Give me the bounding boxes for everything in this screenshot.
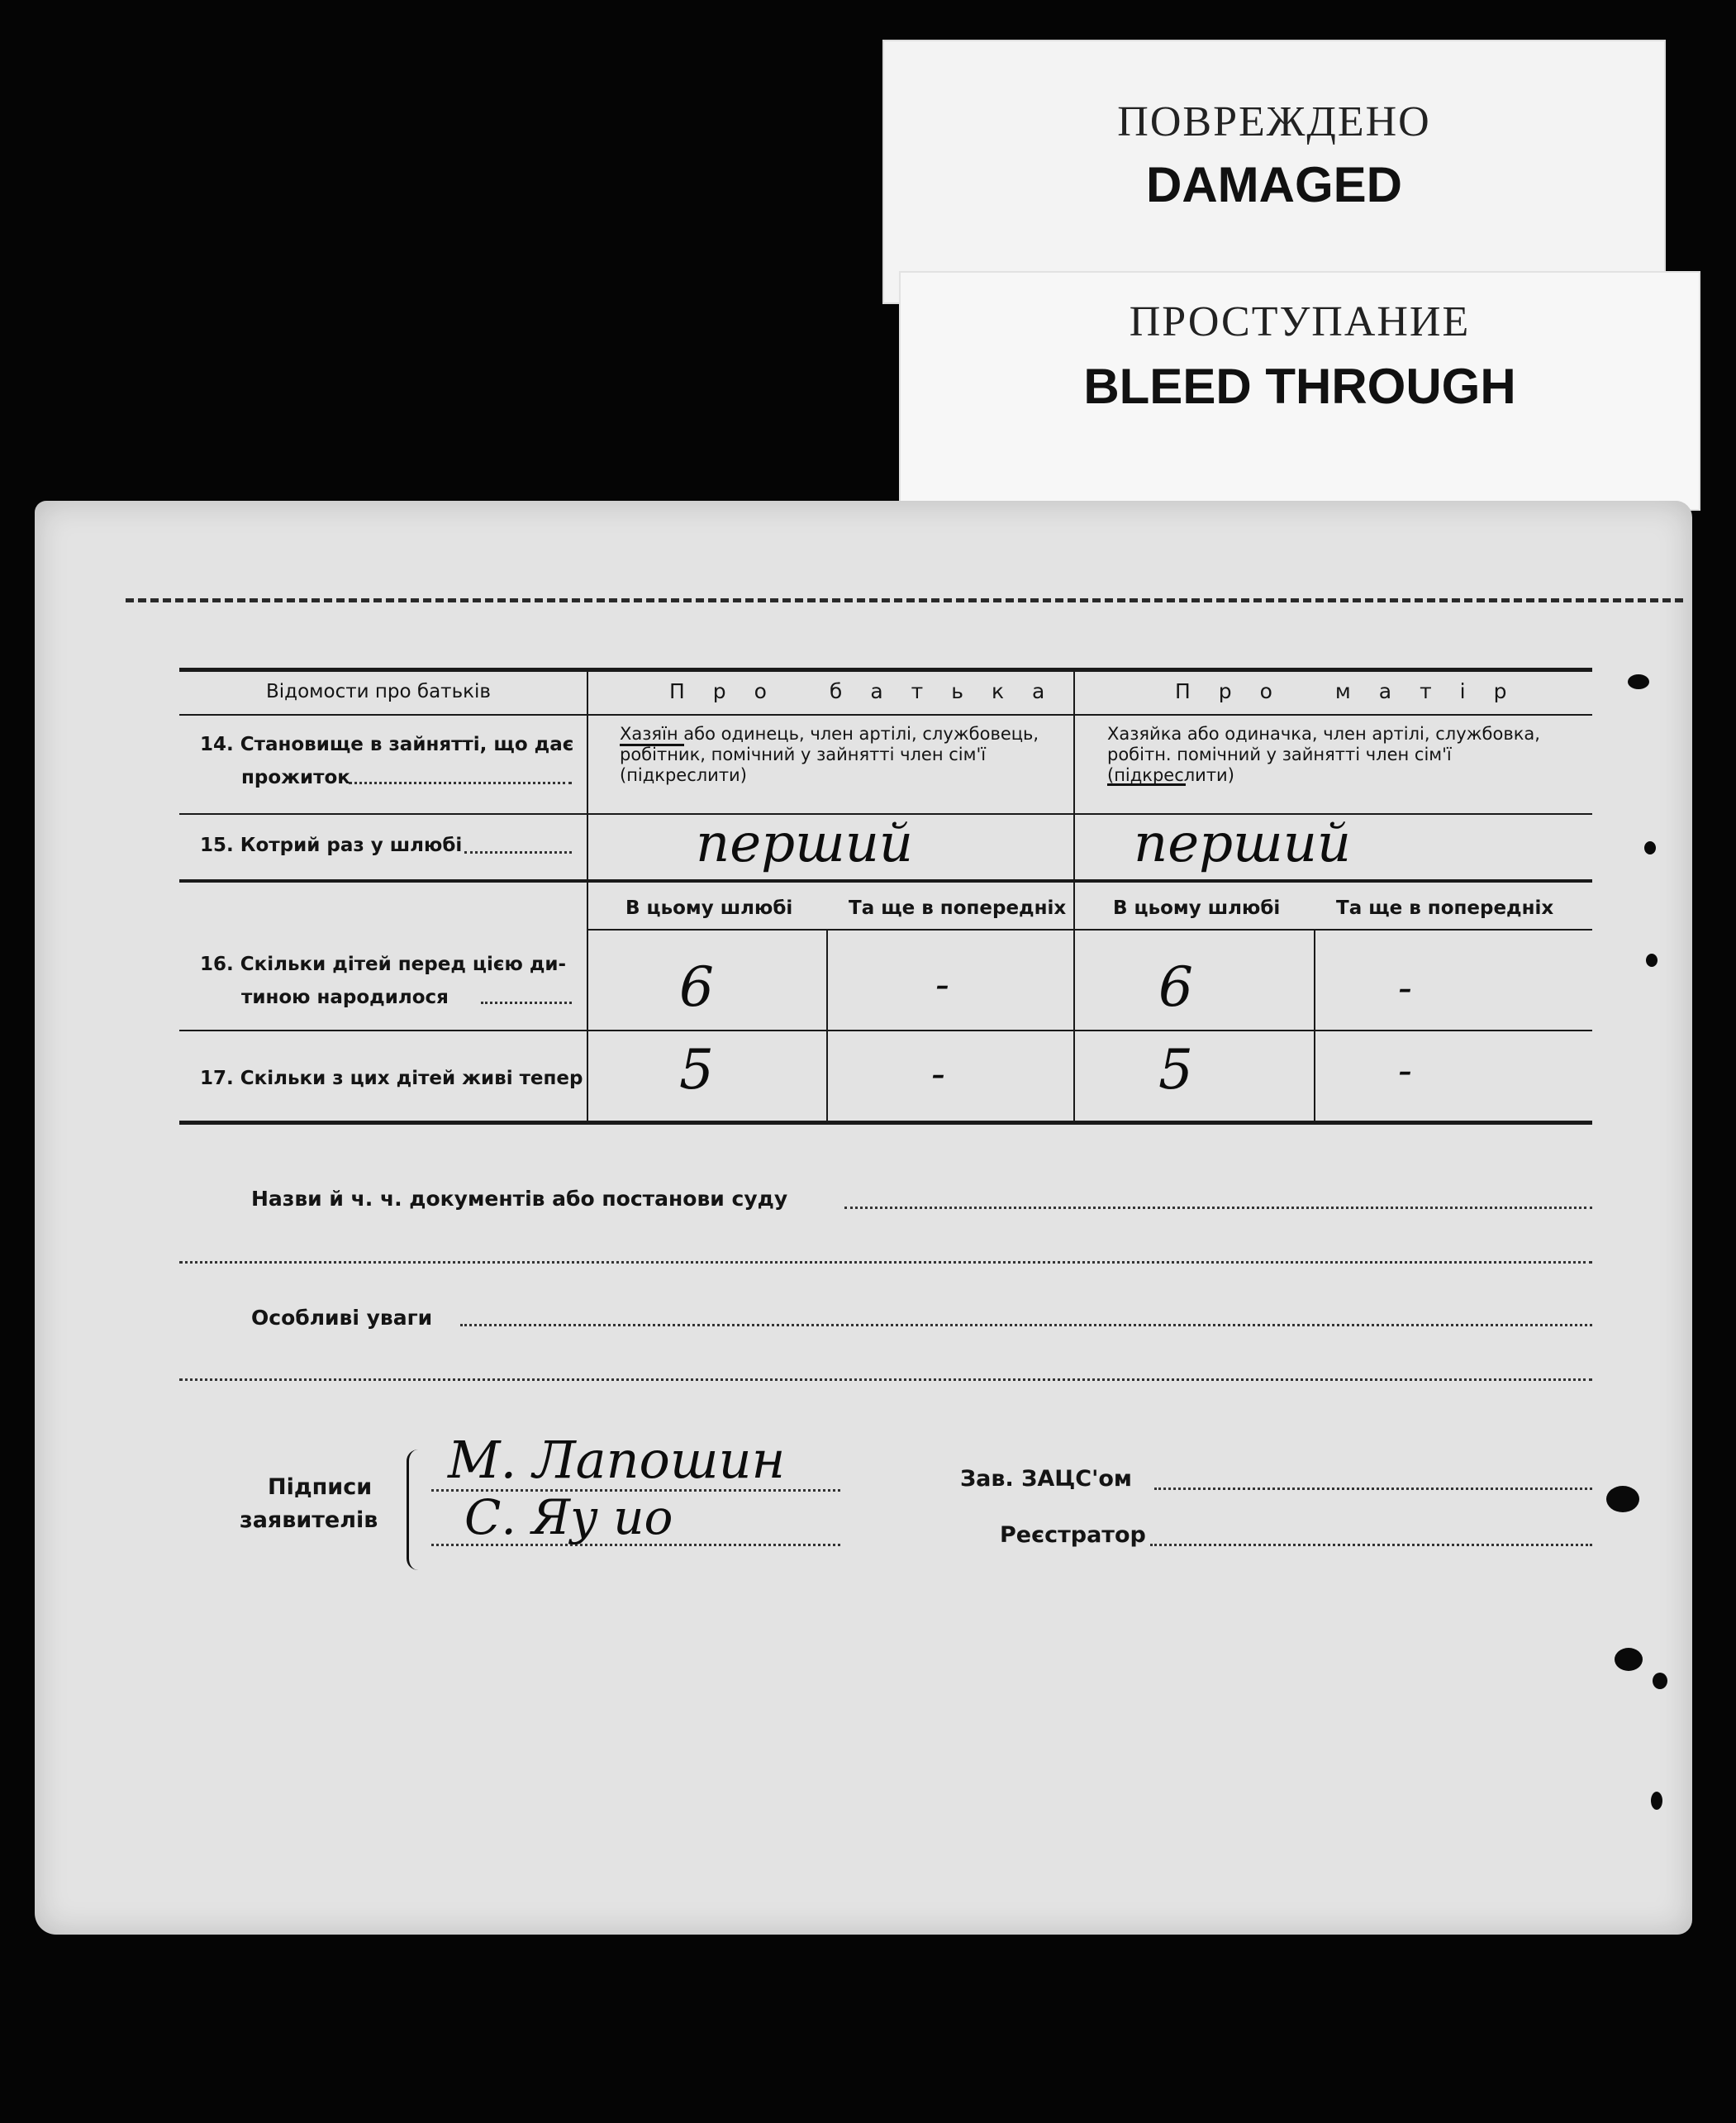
row15-leader-dots bbox=[464, 851, 572, 854]
documents-label: Назви й ч. ч. документів або постанови суду bbox=[251, 1187, 788, 1211]
col-divider-middle bbox=[1073, 672, 1075, 1122]
subheader-father-previous: Та ще в попередніх bbox=[849, 897, 1067, 919]
damage-mark bbox=[1628, 674, 1649, 689]
row16-father-previous: - bbox=[935, 960, 949, 1008]
signatures-label-line1: Підписи bbox=[268, 1474, 373, 1500]
row17-mother-previous: - bbox=[1398, 1046, 1412, 1094]
head-zags-line bbox=[1154, 1488, 1592, 1490]
col-divider-mother-sub bbox=[1314, 931, 1315, 1122]
subheader-mother-previous: Та ще в попередніх bbox=[1336, 897, 1554, 919]
documents-dotted-line-2 bbox=[179, 1261, 1592, 1264]
row15-mother-handwritten: перший bbox=[1134, 813, 1352, 874]
head-zags-label: Зав. ЗАЦС'ом bbox=[960, 1466, 1132, 1492]
row16-rule bbox=[179, 1030, 1592, 1031]
subheader-father-this: В цьому шлюбі bbox=[625, 897, 793, 919]
remarks-dotted-line bbox=[460, 1324, 1592, 1326]
header-parents-info: Відомости про батьків bbox=[266, 681, 491, 702]
row15-father-handwritten: перший bbox=[696, 813, 914, 874]
registrar-line bbox=[1150, 1544, 1592, 1546]
punch-hole bbox=[1644, 841, 1656, 854]
damaged-tag-en: DAMAGED bbox=[1146, 157, 1402, 212]
damaged-tag-ru: ПОВРЕЖДЕНО bbox=[1117, 98, 1431, 145]
row14-label-line1: 14. Становище в зайнятті, що дає bbox=[200, 734, 574, 755]
damage-mark bbox=[1615, 1648, 1643, 1671]
row16-father-this: 6 bbox=[679, 955, 714, 1019]
damaged-tag bbox=[882, 40, 1666, 304]
applicant-signature-2: С. Яу ио bbox=[464, 1489, 673, 1545]
row16-leader-dots bbox=[481, 1002, 572, 1004]
row14-father-options: Хазяїн або одинець, член артілі, службовець, робітник, помічний у зайнятті член сім'ї (підкреслити) bbox=[620, 724, 1039, 785]
document-sheet bbox=[35, 501, 1692, 1935]
punch-hole bbox=[1651, 1792, 1662, 1810]
dashed-cut-line bbox=[126, 598, 1683, 602]
bleed-tag-ru: ПРОСТУПАНИЕ bbox=[1129, 298, 1471, 345]
row15-label: 15. Котрий раз у шлюбі bbox=[200, 835, 463, 856]
col-divider-father-sub bbox=[826, 931, 828, 1122]
subheader-mother-this: В цьому шлюбі bbox=[1113, 897, 1281, 919]
row14-label-line2: прожиток bbox=[241, 767, 350, 788]
header-father: Про батька bbox=[669, 679, 1073, 703]
applicant-signature-1: М. Лапошин bbox=[448, 1430, 786, 1490]
row14-leader-dots bbox=[349, 782, 572, 784]
row16-mother-this: 6 bbox=[1158, 955, 1193, 1019]
signatures-bracket bbox=[407, 1449, 424, 1570]
signatures-label-line2: заявителів bbox=[240, 1507, 378, 1533]
row14-mother-options: Хазяйка або одиначка, член артілі, службовка, робітн. помічний у зайнятті член сім'ї (підкреслити) bbox=[1107, 724, 1540, 785]
damage-mark bbox=[1606, 1486, 1639, 1512]
table-top-rule bbox=[179, 668, 1592, 672]
row16-label-line2: тиною народилося bbox=[241, 987, 449, 1008]
row15-rule bbox=[179, 879, 1592, 883]
bleed-through-tag bbox=[899, 271, 1700, 511]
header-mother: Про матір bbox=[1175, 679, 1535, 703]
col-divider-left bbox=[587, 672, 588, 1122]
header-rule bbox=[179, 714, 1592, 716]
row17-father-previous: - bbox=[931, 1050, 945, 1097]
registrar-label: Реєстратор bbox=[1000, 1522, 1146, 1548]
punch-hole bbox=[1653, 1673, 1667, 1689]
mother-choice-underline bbox=[1107, 783, 1186, 786]
row17-label: 17. Скільки з цих дітей живі тепер bbox=[200, 1068, 583, 1089]
father-choice-underline bbox=[620, 744, 684, 746]
row17-father-this: 5 bbox=[679, 1038, 714, 1102]
subheader-rule bbox=[588, 929, 1592, 931]
row16-mother-previous: - bbox=[1398, 964, 1412, 1012]
row16-label-line1: 16. Скільки дітей перед цією ди- bbox=[200, 954, 567, 975]
remarks-dotted-line-2 bbox=[179, 1378, 1592, 1381]
remarks-label: Особливі уваги bbox=[251, 1306, 433, 1330]
table-bottom-rule bbox=[179, 1121, 1592, 1125]
punch-hole bbox=[1646, 954, 1658, 967]
bleed-tag-en: BLEED THROUGH bbox=[1083, 359, 1516, 414]
documents-dotted-line bbox=[844, 1207, 1592, 1209]
row17-mother-this: 5 bbox=[1158, 1038, 1193, 1102]
